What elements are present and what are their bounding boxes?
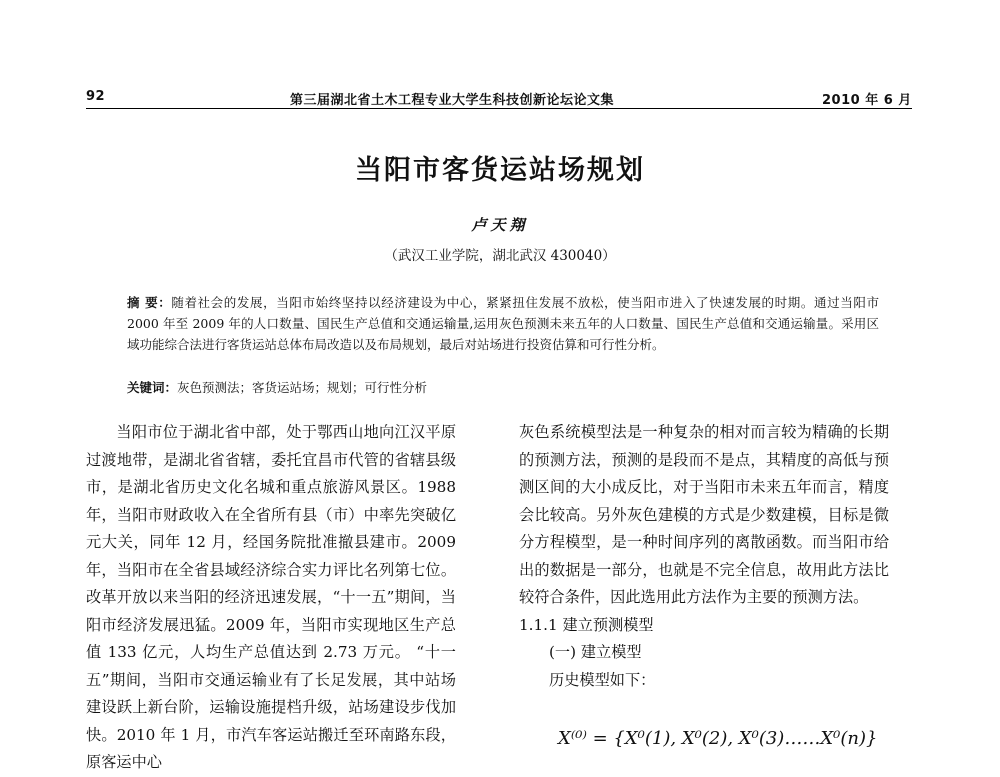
body-left-column xyxy=(86,419,456,771)
abstract-text: 随着社会的发展，当阳市始终坚持以经济建设为中心，紧紧扭住发展不放松，使当阳市进入了快速发展的时期。通过当阳市 2000 年至 2009 年的人口数量、国民生产总值和交通运输量,运用灰色预测未来五年的人口数量、国民生产总值和交通运输量。采用区域功能综合法进行客货运站总体布局改造以及布局规划，最后对站场进行投资估算和可行性分析。 xyxy=(127,295,879,352)
subsection-heading: (一) 建立模型 xyxy=(549,643,642,661)
paper-title: 当阳市客货运站场规划 xyxy=(355,155,645,186)
page-number: 92 xyxy=(86,89,106,104)
model-formula: X⁽⁰⁾ = {X⁰(1), X⁰(2), X⁰(3)……X⁰(n)} xyxy=(558,728,878,749)
abstract xyxy=(127,292,879,355)
body-paragraph-left: 当阳市位于湖北省中部，处于鄂西山地向江汉平原过渡地带，是湖北省省辖，委托宜昌市代管的省辖县级市，是湖北省历史文化名城和重点旅游风景区。1988 年，当阳市财政收入在全省所有县（市）中率先突破亿元大关，同年 12 月，经国务院批准撤县建市。2009 年，当阳市在全省县域经济综合实力评比名列第七位。改革开放以来当阳的经济迅速发展，“十一五”期间，当阳市经济发展迅猛。2009 年，当阳市实现地区生产总值 133 亿元，人均生产总值达到 2.73 万元。 “十一五”期间，当阳市交通运输业有了长足发展，其中站场建设跃上新台阶，运输设施提档升级，站场建设步伐加快。2010 年 1 月，市汽车客运站搬迁至环南路东段，原客运中心 xyxy=(86,423,456,771)
running-header-journal: 第三届湖北省土木工程专业大学生科技创新论坛论文集 xyxy=(290,93,615,108)
keywords-text: 灰色预测法；客货运站场；规划；可行性分析 xyxy=(177,380,428,395)
abstract-label: 摘 要： xyxy=(127,295,172,310)
model-intro: 历史模型如下： xyxy=(549,670,656,689)
author-name: 卢天翔 xyxy=(471,216,529,234)
body-paragraph-right: 灰色系统模型法是一种复杂的相对而言较为精确的长期的预测方法，预测的是段而不是点，其精度的高低与预测区间的大小成反比，对于当阳市未来五年而言，精度会比较高。另外灰色建模的方式是少数建模，目标是微分方程模型，是一种时间序列的离散函数。而当阳市给出的数据是一部分，也就是不完全信息，故用此方法比较符合条件，因此选用此方法作为主要的预测方法。 xyxy=(519,423,889,606)
author-affiliation: （武汉工业学院，湖北武汉 430040） xyxy=(384,248,616,264)
header-rule xyxy=(86,108,912,109)
running-header-date: 2010 年 6 月 xyxy=(822,93,912,108)
body-right-column xyxy=(519,419,889,694)
keywords-label: 关键词： xyxy=(127,380,178,395)
section-heading: 1.1.1 建立预测模型 xyxy=(519,615,654,634)
keywords xyxy=(127,378,879,396)
